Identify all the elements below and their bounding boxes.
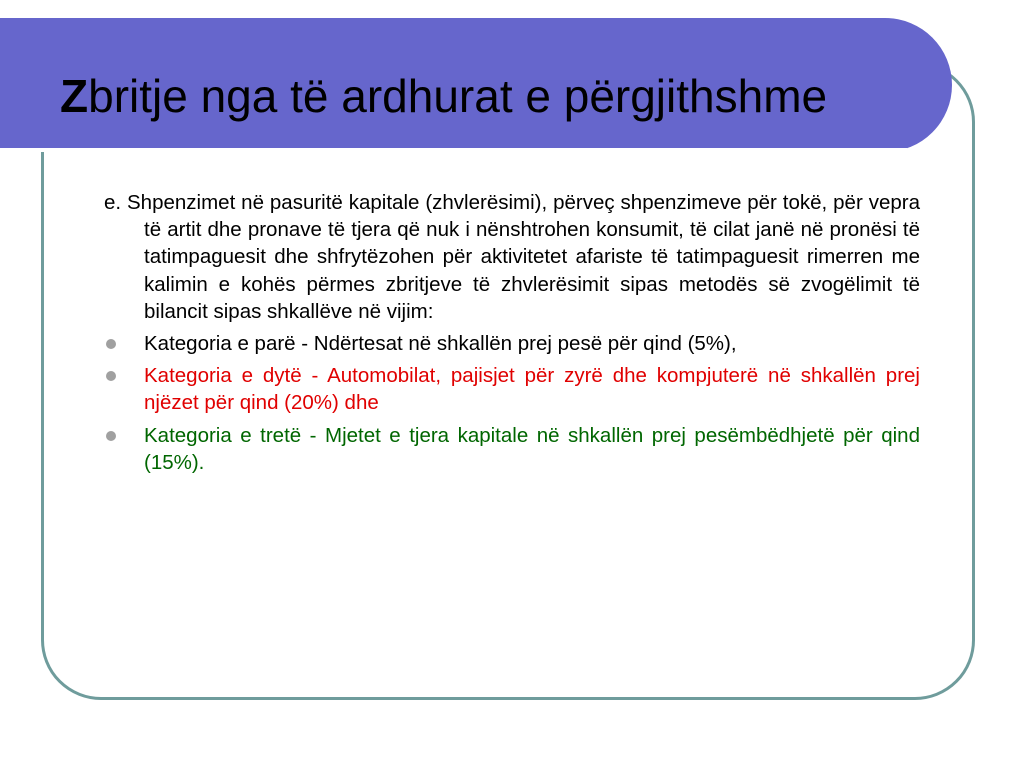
slide-title-first-letter: Z [60,70,89,122]
intro-paragraph: e. Shpenzimet në pasuritë kapitale (zhvlerësimi), përveç shpenzimeve për tokë, për vepra të artit dhe pronave të tjera që nuk i nënshtrohen konsumit, të cilat janë në pronësi të tatimpaguesit dhe shfrytëzohen për aktivitetet afariste të tatimpaguesit rimerren me kalimin e kohës përmes zbritjeve të zhvlerësimit sipas metodës së zvogëlimit të bilancit sipas shkallëve në vijim: [104,191,920,323]
bullet-dot-icon [106,371,116,381]
bullet-dot-icon [106,339,116,349]
bullet-text: Kategoria e dytë - Automobilat, pajisjet për zyrë dhe kompjuterë në shkallën prej njëzet për qind (20%) dhe [144,364,920,415]
slide-body [104,189,920,481]
bullet-text: Kategoria e tretë - Mjetet e tjera kapitale në shkallën prej pesëmbëdhjetë për qind (15%). [144,423,920,474]
bullet-item-category-1 [104,330,920,357]
bullet-item-category-3 [104,422,920,476]
title-bar [0,18,952,152]
bullet-item-category-2 [104,362,920,416]
bullet-dot-icon [106,431,116,441]
slide-title [60,68,827,124]
slide-title-rest: britje nga të ardhurat e përgjithshme [88,70,828,122]
bullet-text: Kategoria e parë - Ndërtesat në shkallën prej pesë për qind (5%), [144,332,737,356]
title-underline-rule [0,148,907,152]
